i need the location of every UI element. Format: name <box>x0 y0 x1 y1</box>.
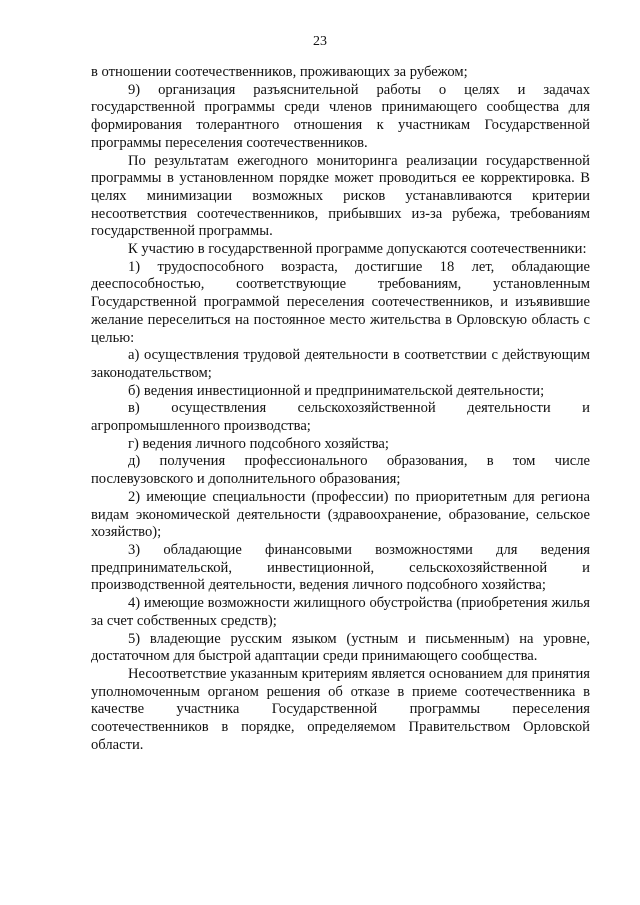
list-item: г) ведения личного подсобного хозяйства; <box>128 435 389 452</box>
paragraph: К участию в государственной программе допускаются соотечественники: <box>128 241 587 258</box>
document-body <box>91 64 590 754</box>
paragraph: 1) трудоспособного возраста, достигшие 18 лет, обладающие дееспособностью, соответствующие требованиям, установленным Государственной программой переселения соотечественников, и изъявившие желание переселиться на постоянное место жительства в Орловскую область с целью: <box>91 258 590 346</box>
list-item: д) получения профессионального образования, в том числе послевузовского и дополнительного образования; <box>91 453 590 488</box>
page-number: 23 <box>313 34 327 49</box>
list-item: а) осуществления трудовой деятельности в соответствии с действующим законодательством; <box>91 347 590 381</box>
paragraph: 2) имеющие специальности (профессии) по приоритетным для региона видам экономической деятельности (здравоохранение, образование, сельское хозяйство); <box>91 488 590 541</box>
paragraph: в отношении соотечественников, проживающих за рубежом; <box>91 64 468 80</box>
paragraph: 5) владеющие русским языком (устным и письменным) на уровне, достаточном для быстрой адаптации среди принимающего сообщества. <box>91 630 590 665</box>
paragraph: 9) организация разъяснительной работы о целях и задачах государственной программы среди членов принимающего сообщества для формирования толерантного отношения к участникам Государственной программы переселения соотечественников. <box>91 81 590 151</box>
list-item: в) осуществления сельскохозяйственной деятельности и агропромышленного производства; <box>91 400 590 435</box>
paragraph: Несоответствие указанным критериям является основанием для принятия уполномоченным органом решения об отказе в приеме соотечественника в качестве участника Государственной программы переселения соотечественников в порядке, определяемом Правительством Орловской области. <box>91 665 590 753</box>
list-item: б) ведения инвестиционной и предпринимательской деятельности; <box>128 382 545 399</box>
paragraph: 4) имеющие возможности жилищного обустройства (приобретения жилья за счет собственных средств); <box>91 595 590 629</box>
paragraph: По результатам ежегодного мониторинга реализации государственной программы в установленном порядке может проводиться ее корректировка. В целях минимизации возможных рисков устанавливаются критерии несоответствия соотечественников, прибывших из-за рубежа, требованиям государственной программы. <box>91 152 590 240</box>
paragraph: 3) обладающие финансовыми возможностями для ведения предпринимательской, инвестиционной, сельскохозяйственной и производственной деятельности, ведения личного подсобного хозяйства; <box>91 541 590 594</box>
